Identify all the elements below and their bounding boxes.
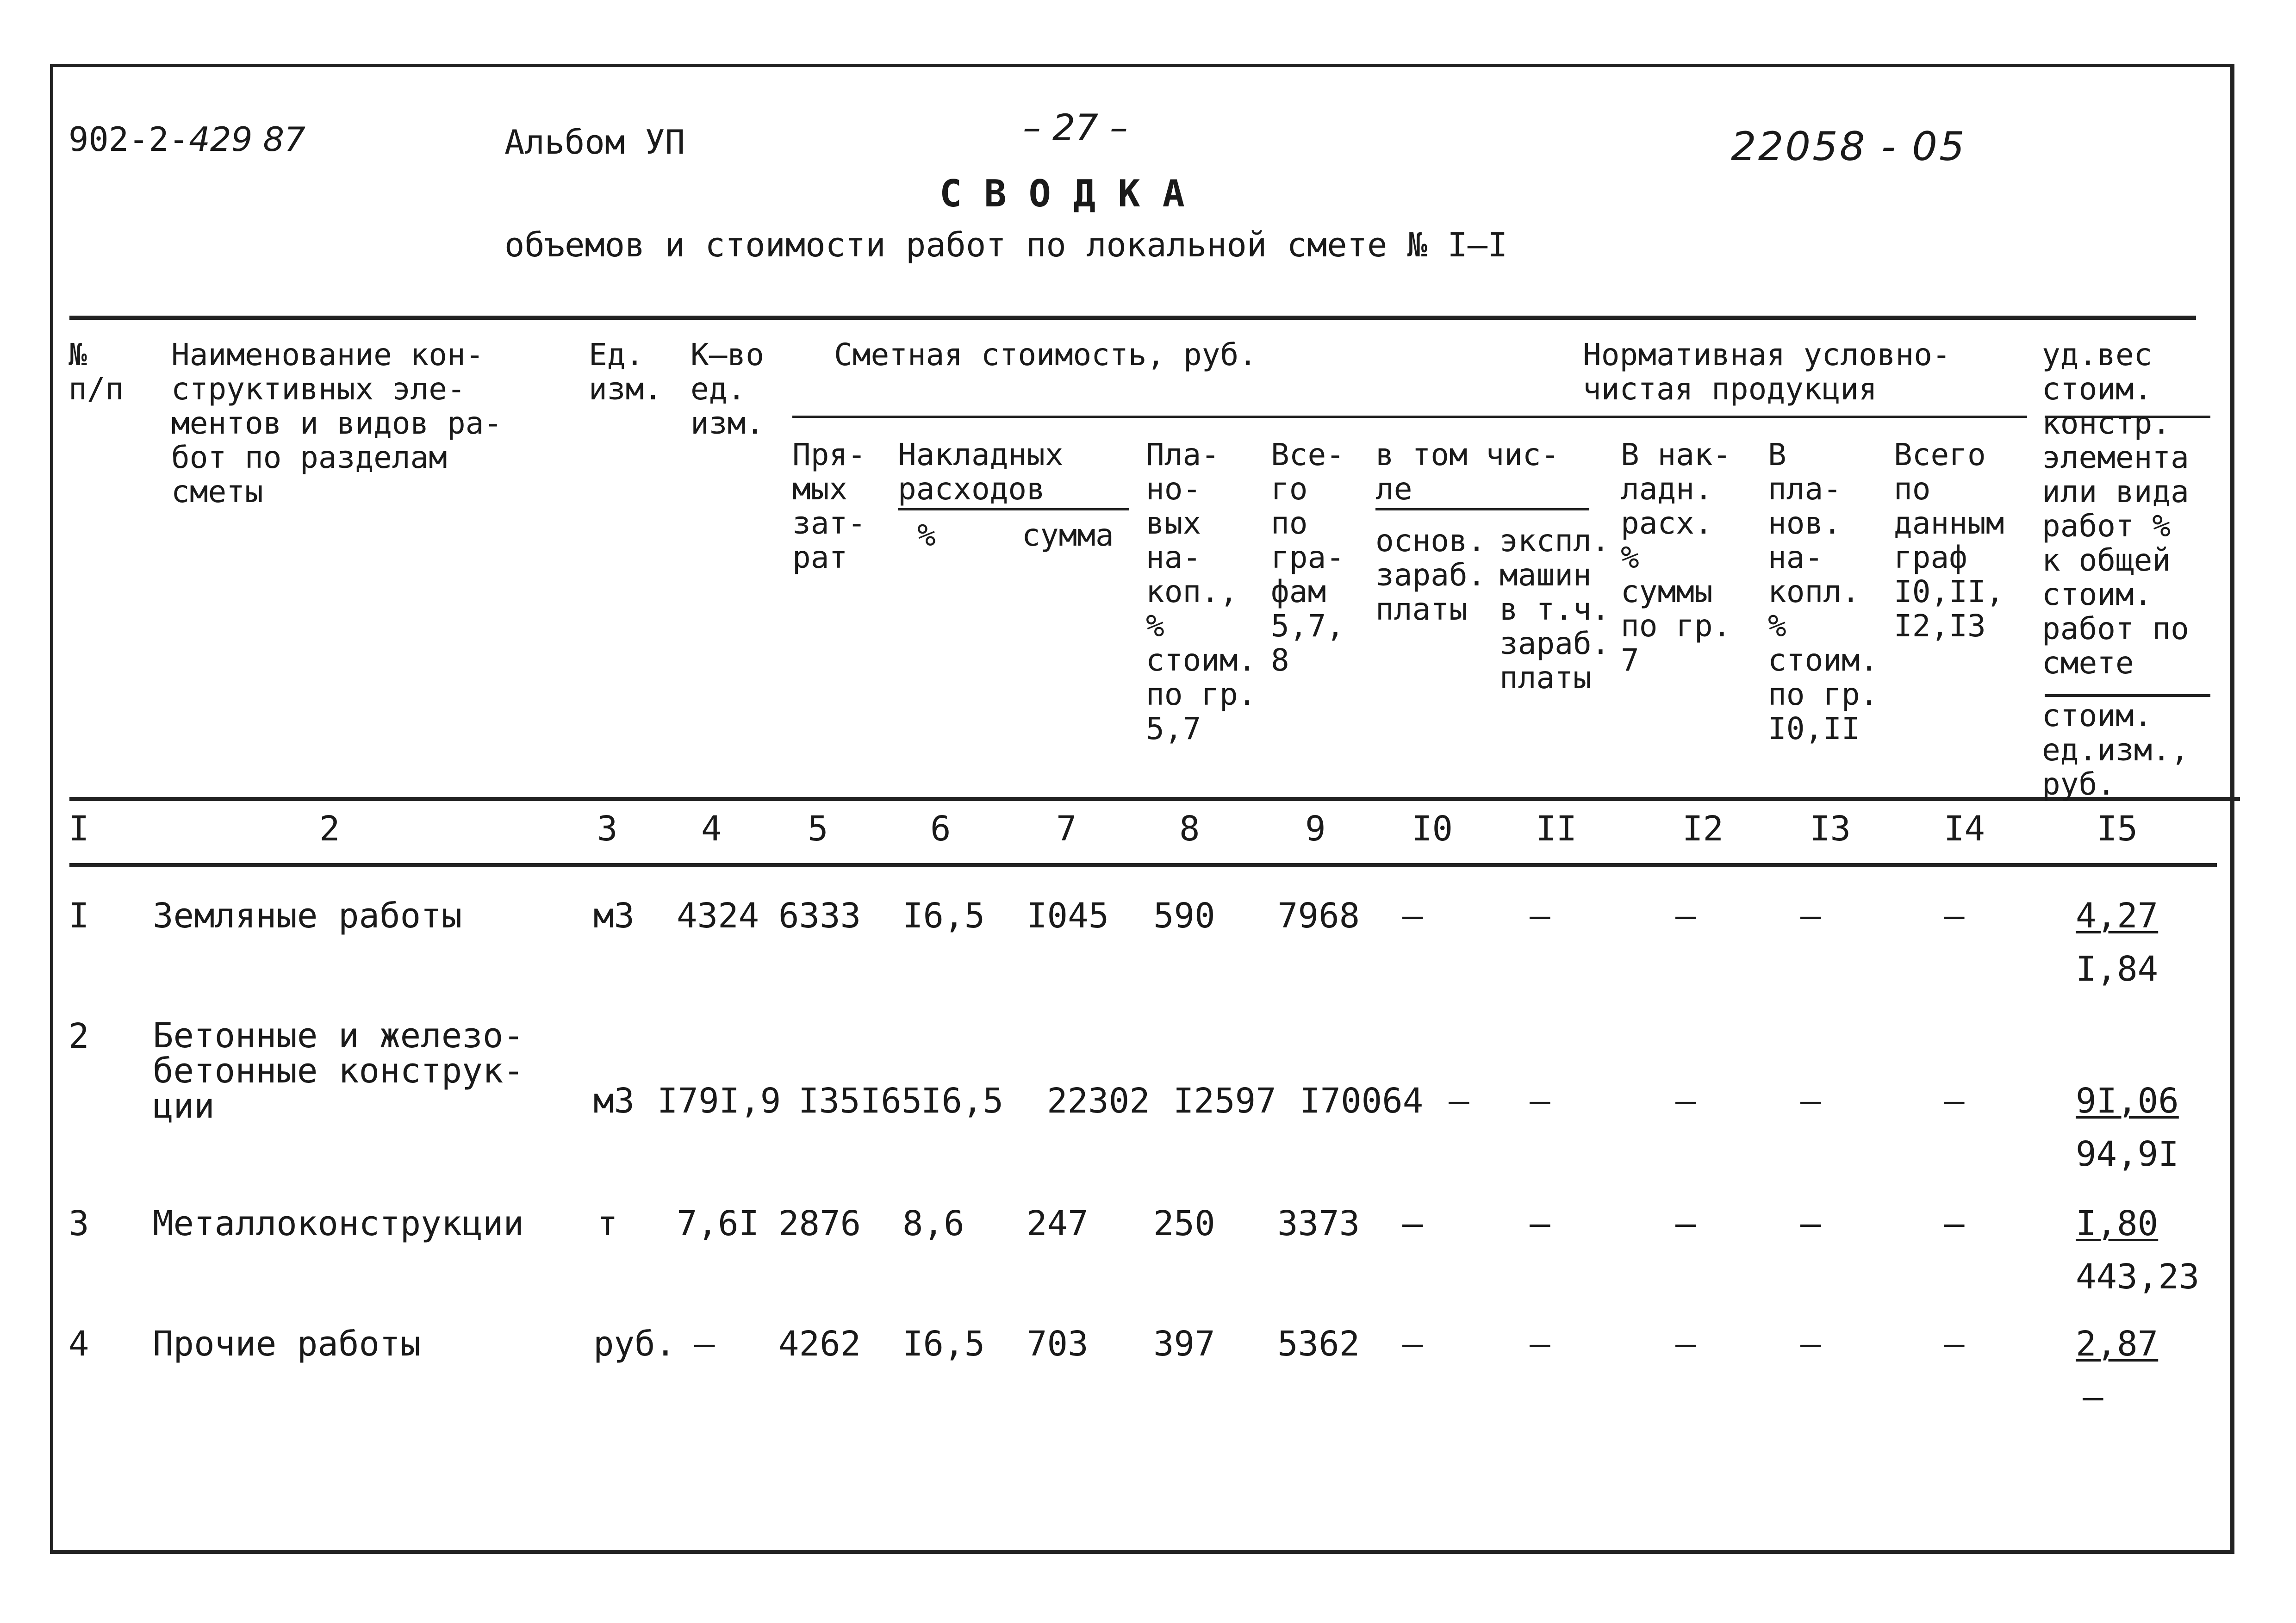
- document-title: С В О Д К А: [940, 172, 1185, 215]
- header-norm-total: Всего по данным граф I0,II, I2,I3: [1894, 437, 2004, 644]
- header-norm-planned: В пла- нов. на- копл. % стоим. по гр. I0,II: [1768, 437, 1879, 746]
- row-qty: 7,6I: [677, 1204, 759, 1244]
- row-total: I70064: [1300, 1081, 1424, 1121]
- row-c10: –: [1402, 1324, 1423, 1364]
- incl-group-rule: [1375, 508, 1589, 510]
- row-c14: –: [1944, 1324, 1965, 1364]
- row-num: I: [68, 896, 89, 936]
- header-cost-group: Сметная стоимость, руб.: [834, 337, 1257, 373]
- row-total: 5362: [1277, 1324, 1360, 1364]
- colnum-15: I5: [2097, 809, 2138, 849]
- row-qty: I79I,9: [657, 1081, 781, 1121]
- row-c12: –: [1675, 1324, 1696, 1364]
- header-overhead-pct: %: [917, 517, 936, 553]
- colnum-14: I4: [1944, 809, 1985, 849]
- row-num: 3: [68, 1204, 89, 1244]
- row-c13: –: [1800, 1324, 1821, 1364]
- table-top-rule: [69, 316, 2196, 320]
- colnum-10: I0: [1412, 809, 1453, 849]
- row-qty: 4324: [677, 896, 759, 936]
- row-unit: т: [597, 1204, 618, 1244]
- header-planned: Пла- но- вых на- коп., % стоим. по гр. 5,7: [1146, 437, 1257, 746]
- row-c10: –: [1402, 896, 1423, 936]
- header-overhead-group: Накладных расходов: [898, 437, 1064, 507]
- row-share-top: 2,87: [2076, 1324, 2159, 1364]
- row-num: 2: [68, 1016, 89, 1056]
- colnum-5: 5: [808, 809, 828, 849]
- colnum-bottom-rule: [69, 863, 2217, 867]
- row-name: Земляные работы: [153, 896, 462, 936]
- header-incl-group: в том чис- ле: [1375, 437, 1560, 507]
- row-c11: –: [1530, 1081, 1550, 1121]
- header-num: № п/п: [68, 337, 124, 407]
- row-c12: –: [1675, 896, 1696, 936]
- archive-number: 22058 - 05: [1731, 124, 1966, 170]
- row-name: Бетонные и железо- бетонные конструк- ции: [153, 1016, 524, 1126]
- row-share-bottom: –: [2083, 1377, 2103, 1417]
- row-total: 3373: [1277, 1204, 1360, 1244]
- header-total: Все- го по гра- фам 5,7, 8: [1271, 437, 1344, 678]
- header-qty: К–во ед. изм.: [691, 337, 764, 441]
- row-overhead-pct: 8,6: [902, 1204, 964, 1244]
- row-share-bottom: I,84: [2076, 949, 2159, 989]
- header-norm-overhead: В нак- ладн. расх. % суммы по гр. 7: [1621, 437, 1731, 678]
- header-bottom-rule: [69, 797, 2240, 801]
- overhead-group-rule: [898, 508, 1129, 510]
- norm-group-rule: [1588, 416, 2027, 418]
- share-unit-rule: [2045, 694, 2210, 697]
- row-overhead-sum: 247: [1027, 1204, 1089, 1244]
- row-overhead-pct: I6,5: [921, 1081, 1004, 1121]
- row-total: 7968: [1277, 896, 1360, 936]
- colnum-8: 8: [1179, 809, 1200, 849]
- header-incl-wage: основ. зараб. платы: [1375, 523, 1486, 627]
- header-share: уд.вес стоим. констр. элемента или вида работ % к общей стоим. работ по смете: [2042, 337, 2189, 681]
- colnum-2: 2: [319, 809, 340, 849]
- row-overhead-pct: I6,5: [902, 896, 985, 936]
- colnum-13: I3: [1810, 809, 1851, 849]
- row-c13: –: [1800, 1081, 1821, 1121]
- row-c14: –: [1944, 896, 1965, 936]
- colnum-3: 3: [597, 809, 618, 849]
- row-planned: 250: [1153, 1204, 1215, 1244]
- colnum-11: II: [1536, 809, 1577, 849]
- row-overhead-sum: 703: [1027, 1324, 1089, 1364]
- row-share-top: 9I,06: [2076, 1081, 2179, 1121]
- header-direct: Пря- мых зат- рат: [792, 437, 866, 575]
- doc-code-print: 902-2-: [68, 120, 189, 159]
- header-share-unit: стоим. ед.изм., руб.: [2042, 698, 2189, 802]
- row-direct: 6333: [778, 896, 861, 936]
- row-num: 4: [68, 1324, 89, 1364]
- row-unit: руб.: [593, 1324, 676, 1364]
- album-label: Альбом УП: [504, 123, 685, 162]
- colnum-12: I2: [1682, 809, 1724, 849]
- row-share-top: I,80: [2076, 1204, 2159, 1244]
- row-name: Прочие работы: [153, 1324, 421, 1364]
- header-overhead-sum: сумма: [1022, 517, 1114, 553]
- row-c14: –: [1944, 1204, 1965, 1244]
- row-c11: –: [1530, 1324, 1550, 1364]
- page-number: – 27 –: [1023, 107, 1128, 149]
- row-direct: 4262: [778, 1324, 861, 1364]
- row-planned: 397: [1153, 1324, 1215, 1364]
- colnum-9: 9: [1305, 809, 1326, 849]
- row-c10: –: [1402, 1204, 1423, 1244]
- row-planned: 590: [1153, 896, 1215, 936]
- row-direct: 2876: [778, 1204, 861, 1244]
- row-qty: –: [694, 1324, 715, 1364]
- header-norm-group: Нормативная условно- чистая продукция: [1583, 337, 1951, 407]
- row-name: Металлоконструкции: [153, 1204, 524, 1244]
- header-unit: Ед. изм.: [589, 337, 662, 407]
- row-overhead-sum: I045: [1027, 896, 1109, 936]
- colnum-1: I: [68, 809, 89, 849]
- colnum-7: 7: [1056, 809, 1077, 849]
- row-unit: м3: [593, 896, 635, 936]
- row-c11: –: [1530, 896, 1550, 936]
- doc-code: [68, 121, 305, 157]
- row-c12: –: [1675, 1204, 1696, 1244]
- row-share-top: 4,27: [2076, 896, 2159, 936]
- colnum-6: 6: [930, 809, 951, 849]
- row-direct: I35I65: [798, 1081, 922, 1121]
- row-c11: –: [1530, 1204, 1550, 1244]
- document-subtitle: объемов и стоимости работ по локальной смете № I–I: [504, 225, 1508, 264]
- row-planned: I2597: [1173, 1081, 1276, 1121]
- row-c10: –: [1449, 1081, 1469, 1121]
- colnum-4: 4: [701, 809, 722, 849]
- row-c13: –: [1800, 896, 1821, 936]
- doc-code-hand: 429 87: [189, 120, 306, 159]
- header-incl-mach: экспл. машин в т.ч. зараб. платы: [1500, 523, 1610, 696]
- row-c14: –: [1944, 1081, 1965, 1121]
- row-overhead-pct: I6,5: [902, 1324, 985, 1364]
- header-name: Наименование кон- структивных эле- ментов и видов ра- бот по разделам сметы: [171, 337, 503, 510]
- row-unit: м3: [593, 1081, 635, 1121]
- row-share-bottom: 94,9I: [2076, 1134, 2179, 1174]
- row-share-bottom: 443,23: [2076, 1257, 2200, 1297]
- row-overhead-sum: 22302: [1047, 1081, 1150, 1121]
- row-c12: –: [1675, 1081, 1696, 1121]
- row-c13: –: [1800, 1204, 1821, 1244]
